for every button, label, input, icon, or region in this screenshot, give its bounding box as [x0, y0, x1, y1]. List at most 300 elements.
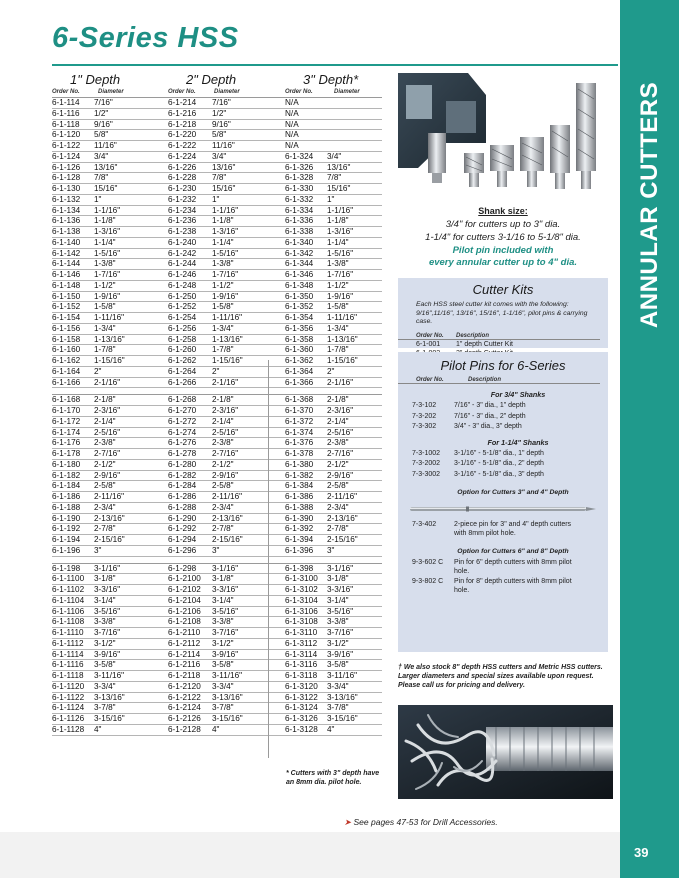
diameter-cell: 1-13/16" — [94, 334, 125, 344]
order-number-cell: 6-1-1114 — [52, 649, 84, 659]
pin-description: 3-1/16" - 5-1/8" dia., 3" depth — [454, 470, 544, 478]
order-number-cell: 6-1-338 — [285, 227, 314, 236]
order-number-cell: 6-1-1104 — [52, 595, 85, 605]
order-number-cell: 6-1-186 — [52, 492, 81, 501]
order-number-cell: 6-1-362 — [285, 356, 314, 365]
pin-description: 7/16" - 3" dia., 2" depth — [454, 412, 526, 420]
pin-description: 3-1/16" - 5-1/8" dia., 2" depth — [454, 460, 544, 467]
order-number-cell: 6-1-368 — [285, 395, 314, 405]
order-number-cell: 6-1-262 — [168, 356, 197, 365]
diameter-cell: 1-7/8" — [327, 345, 349, 355]
kit-code: 6-1-001 — [416, 340, 441, 348]
order-number-cell: 6-1-278 — [168, 449, 197, 458]
order-number-cell: 6-1-178 — [52, 449, 81, 458]
order-number-cell: 6-1-134 — [52, 205, 81, 215]
table-row — [52, 302, 382, 313]
diameter-cell: 3-11/16" — [212, 671, 243, 680]
order-number-cell: 6-1-234 — [168, 205, 197, 215]
order-number-cell: 6-1-270 — [168, 406, 197, 415]
order-number-cell: 6-1-296 — [168, 545, 197, 555]
table-row — [52, 449, 382, 460]
order-number-cell: 6-1-190 — [52, 513, 81, 523]
diameter-cell: 3-5/16" — [94, 606, 121, 616]
table-row — [52, 378, 382, 389]
diameter-cell: 1-1/16" — [94, 205, 121, 215]
order-number-cell: 6-1-1102 — [52, 585, 85, 594]
order-number-cell: 6-1-130 — [52, 184, 81, 193]
order-number-cell: 6-1-128 — [52, 173, 81, 183]
table-row — [52, 120, 382, 131]
order-number-cell: 6-1-174 — [52, 427, 81, 437]
diameter-cell: 1-1/2" — [327, 280, 349, 290]
order-number-cell: 6-1-250 — [168, 291, 197, 301]
order-number-cell: 6-1-382 — [285, 470, 314, 480]
order-number-cell: 6-1-124 — [52, 151, 81, 161]
order-number-cell: 6-1-246 — [168, 270, 197, 279]
order-number-cell: 6-1-176 — [52, 438, 81, 448]
diameter-cell: 2-5/16" — [212, 427, 239, 437]
order-number-cell: 6-1-374 — [285, 427, 314, 437]
diameter-cell: 2" — [94, 366, 102, 376]
order-number-cell: 6-1-2120 — [168, 681, 201, 691]
table-row — [52, 292, 382, 303]
order-number-cell: 6-1-366 — [285, 377, 314, 387]
list-item — [398, 578, 608, 595]
list-item — [398, 460, 608, 469]
diameter-cell: 3-3/4" — [327, 681, 349, 691]
table-row — [52, 714, 382, 725]
order-number-cell: 6-1-260 — [168, 345, 197, 355]
diameter-cell: 3-3/16" — [212, 585, 239, 594]
pin-order-label: Order No. — [416, 377, 444, 383]
diameter-cell: 3-1/16" — [212, 563, 239, 573]
order-number-cell: 6-1-348 — [285, 280, 314, 290]
pin-code: 7-3-302 — [412, 423, 437, 430]
pin-description: 3/4" - 3" dia., 3" depth — [454, 423, 522, 430]
diameter-cell: 2-7/8" — [327, 524, 349, 534]
table-row — [52, 356, 382, 367]
page-number: 39 — [634, 845, 649, 860]
table-row — [52, 395, 382, 406]
table-row — [52, 238, 382, 249]
table-row — [52, 703, 382, 714]
list-item — [398, 402, 608, 411]
diameter-cell: 1-3/16" — [327, 227, 354, 236]
order-number-cell: 6-1-372 — [285, 416, 314, 426]
diameter-cell: 2-13/16" — [94, 513, 125, 523]
order-number-cell: 6-1-144 — [52, 259, 81, 269]
order-number-cell: 6-1-3126 — [285, 714, 318, 723]
list-item — [398, 340, 608, 349]
order-number-cell: 6-1-2118 — [168, 671, 201, 680]
list-item — [398, 413, 608, 422]
order-number-cell: 6-1-232 — [168, 194, 197, 204]
diameter-cell: 1-7/16" — [94, 270, 121, 279]
order-number-cell: 6-1-244 — [168, 259, 197, 269]
diameter-cell: 3-1/4" — [327, 595, 349, 605]
order-number-cell: 6-1-330 — [285, 184, 314, 193]
order-number-cell: 6-1-390 — [285, 513, 314, 523]
diameter-cell: 3-3/16" — [94, 585, 121, 594]
diameter-cell — [327, 98, 382, 108]
diameter-cell: 2-7/16" — [212, 449, 239, 458]
diameter-cell: 2-15/16" — [94, 535, 125, 544]
table-row — [52, 98, 382, 109]
diameter-cell: 2-13/16" — [212, 513, 243, 523]
pin-description: Pin for 6" depth cutters with 8mm pilot hole. — [454, 559, 572, 575]
shank-line-2: 1-1/4" for cutters 3-1/16 to 5-1/8" dia. — [425, 232, 581, 243]
diameter-cell: 3-3/16" — [327, 585, 354, 594]
order-number-cell: 6-1-114 — [52, 98, 80, 107]
order-number-cell: 6-1-164 — [52, 366, 81, 376]
diameter-cell: 3-5/16" — [212, 606, 239, 616]
table-row — [52, 535, 382, 546]
diameter-cell: 3-5/16" — [327, 606, 354, 616]
diameter-cell: 7/8" — [327, 173, 342, 183]
order-number-cell: 6-1-2104 — [168, 595, 201, 605]
diameter-cell: 3-7/8" — [212, 703, 234, 713]
diameter-cell: 3-3/4" — [94, 681, 116, 691]
order-number-cell: 6-1-3100 — [285, 574, 318, 584]
table-row — [52, 130, 382, 141]
table-row — [52, 682, 382, 693]
table-row — [52, 524, 382, 535]
order-number-cell: 6-1-166 — [52, 377, 81, 387]
opt68-rows — [398, 559, 608, 595]
table-row — [52, 216, 382, 227]
diameter-cell: 2-15/16" — [327, 535, 358, 544]
table-row — [52, 406, 382, 417]
order-number-cell: 6-1-3106 — [285, 606, 318, 616]
diameter-cell: 13/16" — [327, 162, 351, 172]
diameter-cell: 2-5/16" — [94, 427, 121, 437]
order-number-cell: 6-1-360 — [285, 345, 314, 355]
order-number-cell: 6-1-394 — [285, 535, 314, 544]
diameter-cell: 1-1/8" — [94, 216, 116, 226]
table-row — [52, 596, 382, 607]
diameter-cell: 2-7/8" — [94, 524, 116, 534]
order-number-cell: 6-1-276 — [168, 438, 197, 448]
table-row — [52, 725, 382, 736]
pilot-pins-box — [398, 352, 608, 652]
diameter-cell: 2-1/16" — [212, 377, 239, 387]
diameter-cell: 1-11/16" — [212, 313, 243, 322]
order-number-cell: 6-1-2124 — [168, 703, 201, 713]
order-number-cell: 6-1-2114 — [168, 649, 201, 659]
order-number-cell: 6-1-2108 — [168, 617, 201, 627]
order-number-cell: 6-1-182 — [52, 470, 81, 480]
table-group-1 — [52, 97, 382, 388]
order-number-cell: N/A — [285, 98, 299, 107]
bottom-band — [0, 832, 620, 878]
order-number-cell: 6-1-280 — [168, 459, 197, 469]
see-pages-text: See pages 47-53 for Drill Accessories. — [353, 817, 498, 827]
side-label: ANNULAR CUTTERS — [636, 81, 663, 329]
cutter-kits-box — [398, 278, 608, 348]
order-number-cell: 6-1-170 — [52, 406, 81, 415]
diameter-cell: 1-5/16" — [212, 248, 239, 258]
order-number-cell: 6-1-392 — [285, 524, 314, 534]
cutter-table — [52, 97, 382, 736]
diameter-cell: 2-5/8" — [212, 481, 234, 491]
diameter-cell: 3-11/16" — [327, 671, 358, 680]
order-number-cell: 6-1-222 — [168, 141, 197, 150]
order-number-cell: 6-1-370 — [285, 406, 314, 415]
diameter-cell: 2-9/16" — [327, 470, 354, 480]
order-number-cell: 6-1-340 — [285, 237, 314, 247]
order-number-cell: 6-1-140 — [52, 237, 81, 247]
table-row — [52, 367, 382, 378]
diameter-cell: 1-3/16" — [94, 227, 121, 236]
table-row — [52, 628, 382, 639]
diameter-cell — [327, 130, 382, 140]
order-number-cell: 6-1-168 — [52, 395, 81, 405]
table-row — [52, 438, 382, 449]
order-number-cell: 6-1-384 — [285, 481, 314, 491]
order-number-cell: 6-1-294 — [168, 535, 197, 544]
list-item — [398, 423, 608, 432]
diameter-cell: 2-5/8" — [94, 481, 116, 491]
table-row — [52, 324, 382, 335]
cutter-kits-description: Each HSS steel cutter kit comes with the following: 9/16",11/16", 13/16", 15/16", 1-1/16", pilot pins & carrying case. — [416, 301, 588, 325]
order-number-cell: 6-1-272 — [168, 416, 197, 426]
list-item — [398, 559, 608, 576]
order-number-cell: 6-1-376 — [285, 438, 314, 448]
shank114-rows — [398, 450, 608, 480]
order-number-cell: 6-1-286 — [168, 492, 197, 501]
order-label-3: Order No. — [285, 89, 313, 95]
diameter-cell: 5/8" — [212, 130, 227, 140]
diameter-cell: 3-7/8" — [327, 703, 349, 713]
diameter-cell: 11/16" — [94, 141, 117, 150]
diameter-cell: 2" — [212, 366, 220, 376]
pin-description: 2-piece pin for 3" and 4" depth cutters with 8mm pilot hole. — [454, 521, 572, 537]
pin-code: 9-3-802 C — [412, 578, 444, 585]
order-number-cell: 6-1-2126 — [168, 714, 201, 723]
diameter-cell: 3-5/8" — [327, 660, 349, 670]
diameter-cell: 1-3/4" — [212, 323, 234, 333]
order-number-cell: 6-1-268 — [168, 395, 197, 405]
diameter-cell: 2-3/16" — [94, 406, 121, 415]
diameter-cell — [327, 120, 382, 130]
diameter-label-3: Diameter — [334, 89, 360, 95]
table-row — [52, 693, 382, 704]
list-item — [398, 521, 608, 538]
diameter-cell: 13/16" — [212, 162, 236, 172]
table-row — [52, 152, 382, 163]
diameter-cell: 4" — [94, 724, 102, 734]
order-number-cell: 6-1-172 — [52, 416, 81, 426]
order-number-cell: 6-1-228 — [168, 173, 197, 183]
order-number-cell: 6-1-248 — [168, 280, 197, 290]
order-number-cell: 6-1-274 — [168, 427, 197, 437]
diameter-cell: 9/16" — [212, 119, 231, 129]
table-row — [52, 481, 382, 492]
diameter-cell: 3-15/16" — [94, 714, 125, 723]
diameter-cell: 1-13/16" — [212, 334, 243, 344]
order-number-cell: 6-1-254 — [168, 313, 197, 322]
table-row — [52, 313, 382, 324]
order-number-cell: 6-1-3108 — [285, 617, 318, 627]
column-divider — [268, 360, 269, 758]
kit-order-label: Order No. — [416, 332, 444, 339]
diameter-cell: 1-11/16" — [327, 313, 358, 322]
order-number-cell: 6-1-378 — [285, 449, 314, 458]
arrow-icon: ➤ — [344, 817, 352, 827]
table-group-3 — [52, 563, 382, 736]
diameter-cell: 2-3/8" — [94, 438, 116, 448]
col-heading-3in: 3" Depth* — [303, 72, 359, 87]
diameter-cell: 1-15/16" — [94, 356, 125, 365]
diameter-cell: 3-1/2" — [327, 638, 349, 648]
order-number-cell: 6-1-328 — [285, 173, 314, 183]
order-number-cell: 6-1-284 — [168, 481, 197, 491]
order-number-cell: 6-1-252 — [168, 302, 197, 312]
diameter-cell: 3-13/16" — [94, 692, 125, 702]
opt34-title: Option for Cutters 3" and 4" Depth — [457, 489, 569, 496]
table-row — [52, 660, 382, 671]
diameter-cell: 5/8" — [94, 130, 109, 140]
diameter-cell: 9/16" — [94, 119, 113, 129]
table-row — [52, 206, 382, 217]
order-number-cell: 6-1-194 — [52, 535, 81, 544]
order-number-cell: 6-1-1112 — [52, 638, 84, 648]
diameter-cell: 15/16" — [94, 184, 118, 193]
order-number-cell: 6-1-150 — [52, 291, 81, 301]
diameter-cell: 3/4" — [94, 151, 109, 161]
order-number-cell: 6-1-288 — [168, 502, 197, 512]
diameter-cell: 1-1/8" — [327, 216, 349, 226]
shank114-title: For 1-1/4" Shanks — [487, 437, 549, 447]
diameter-cell: 1-3/4" — [94, 323, 116, 333]
order-number-cell: 6-1-388 — [285, 502, 314, 512]
order-number-cell: 6-1-344 — [285, 259, 314, 269]
order-number-cell: 6-1-220 — [168, 130, 197, 140]
order-number-cell: 6-1-136 — [52, 216, 81, 226]
order-number-cell: 6-1-354 — [285, 313, 314, 322]
diameter-cell: 3-1/8" — [94, 574, 116, 584]
table-row — [52, 270, 382, 281]
order-number-cell: 6-1-132 — [52, 194, 81, 204]
table-row — [52, 227, 382, 238]
diameter-cell: 3-3/8" — [327, 617, 349, 627]
order-number-cell: 6-1-264 — [168, 366, 197, 376]
diameter-label-1: Diameter — [98, 89, 124, 95]
order-number-cell: 6-1-3122 — [285, 692, 318, 702]
list-item — [398, 471, 608, 480]
diameter-cell: 2-3/4" — [212, 502, 234, 512]
diameter-cell: 1-3/8" — [94, 259, 116, 269]
diameter-cell: 11/16" — [212, 141, 235, 150]
order-label-2: Order No. — [168, 89, 196, 95]
order-number-cell: 6-1-292 — [168, 524, 197, 534]
diameter-cell: 2-15/16" — [212, 535, 243, 544]
cutters-photo — [398, 73, 608, 205]
list-item — [398, 450, 608, 459]
table-row — [52, 173, 382, 184]
order-number-cell: 6-1-3110 — [285, 628, 318, 637]
diameter-cell: 1-1/16" — [327, 205, 354, 215]
order-number-cell: 6-1-298 — [168, 563, 197, 573]
diameter-cell: 3-9/16" — [212, 649, 239, 659]
table-row — [52, 617, 382, 628]
diameter-cell: 1-11/16" — [94, 313, 125, 322]
diameter-cell: 3-7/16" — [327, 628, 354, 637]
table-row — [52, 585, 382, 596]
order-number-cell: 6-1-1110 — [52, 628, 84, 637]
diameter-cell: 1-3/8" — [212, 259, 234, 269]
order-number-cell: 6-1-352 — [285, 302, 314, 312]
order-number-cell: 6-1-2110 — [168, 628, 201, 637]
order-number-cell: 6-1-3118 — [285, 671, 318, 680]
order-number-cell: 6-1-180 — [52, 459, 81, 469]
order-number-cell: 6-1-238 — [168, 227, 197, 236]
diameter-cell: 3-1/16" — [94, 563, 121, 573]
see-pages-note — [344, 817, 498, 828]
page-title: 6-Series HSS — [52, 22, 239, 54]
cutter-in-use-photo — [398, 705, 613, 799]
diameter-cell: 3-9/16" — [94, 649, 121, 659]
diameter-cell — [327, 109, 382, 119]
diameter-cell: 3-13/16" — [212, 692, 243, 702]
diameter-cell: 7/16" — [94, 98, 113, 107]
diameter-cell: 2-1/8" — [94, 395, 116, 405]
diameter-cell: 1-15/16" — [327, 356, 358, 365]
diameter-cell: 3-5/8" — [212, 660, 234, 670]
table-row — [52, 163, 382, 174]
order-number-cell: 6-1-1122 — [52, 692, 85, 702]
diameter-cell: 3-15/16" — [212, 714, 243, 723]
diameter-cell: 2-5/8" — [327, 481, 349, 491]
opt34-rows — [398, 521, 608, 538]
diameter-cell: 2-1/4" — [327, 416, 349, 426]
table-row — [52, 671, 382, 682]
diameter-label-2: Diameter — [214, 89, 240, 95]
order-number-cell: 6-1-398 — [285, 563, 314, 573]
diameter-cell: 1-7/8" — [94, 345, 116, 355]
diameter-cell: 2-9/16" — [94, 470, 121, 480]
order-number-cell: N/A — [285, 141, 299, 150]
diameter-cell: 3-3/8" — [212, 617, 234, 627]
order-number-cell: 6-1-120 — [52, 130, 81, 140]
table-row — [52, 514, 382, 525]
diameter-cell: 2-1/8" — [212, 395, 234, 405]
pin-code: 7-3-3002 — [412, 470, 441, 478]
diameter-cell: 13/16" — [94, 162, 118, 172]
order-number-cell: 6-1-1100 — [52, 574, 85, 584]
diameter-cell: 2-1/8" — [327, 395, 349, 405]
diameter-cell: 1-7/16" — [327, 270, 354, 279]
order-number-cell: 6-1-3112 — [285, 638, 318, 648]
diameter-cell: 7/8" — [94, 173, 109, 183]
diameter-cell: 2-3/16" — [327, 406, 354, 415]
order-number-cell: 6-1-3104 — [285, 595, 318, 605]
order-number-cell: 6-1-156 — [52, 323, 81, 333]
order-number-cell: 6-1-1126 — [52, 714, 85, 723]
order-number-cell: 6-1-3102 — [285, 585, 318, 594]
diameter-cell: 1-13/16" — [327, 334, 358, 344]
pin-description: Pin for 8" depth cutters with 8mm pilot hole. — [454, 578, 572, 594]
table-row — [52, 195, 382, 206]
order-number-cell: 6-1-334 — [285, 205, 314, 215]
diameter-cell: 3-9/16" — [327, 649, 354, 659]
order-number-cell: 6-1-236 — [168, 216, 197, 226]
diameter-cell: 3-5/8" — [94, 660, 116, 670]
diameter-cell: 1-1/16" — [212, 205, 239, 215]
diameter-cell — [327, 141, 382, 151]
diameter-cell: 1-3/8" — [327, 259, 349, 269]
diameter-cell: 1-1/2" — [212, 280, 234, 290]
